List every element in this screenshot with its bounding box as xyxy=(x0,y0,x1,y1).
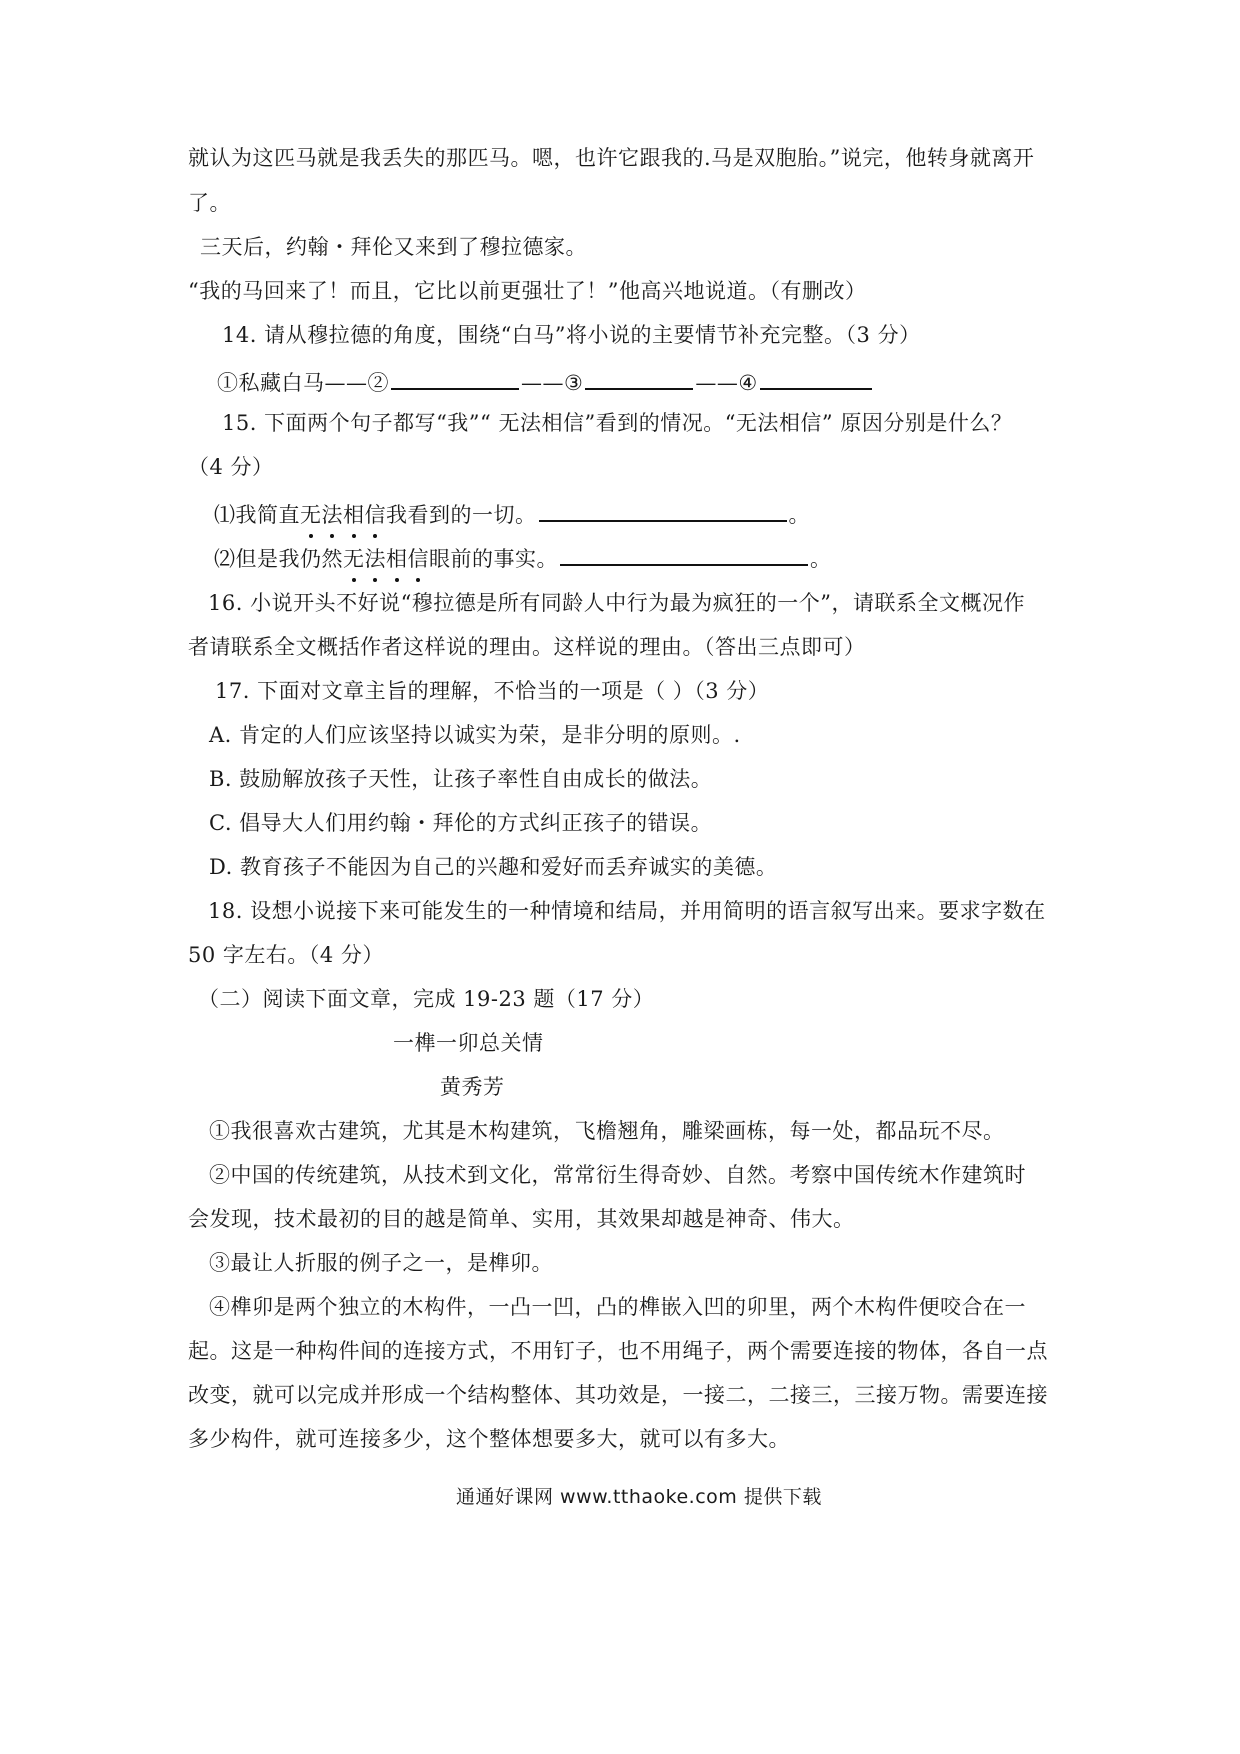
question-17: 17. 下面对文章主旨的理解，不恰当的一项是（ ）（3 分） xyxy=(215,679,770,703)
dotted-emphasis: 无法相信 xyxy=(300,503,386,527)
question-16-cont: 者请联系全文概括作者这样说的理由。这样说的理由。（答出三点即可） xyxy=(188,635,866,659)
option-c: C. 倡导大人们用约翰・拜伦的方式纠正孩子的错误。 xyxy=(209,811,713,835)
sentence-text: 我看到的一切。 xyxy=(386,503,537,527)
paragraph-4-cont: 起。这是一种构件间的连接方式，不用钉子，也不用绳子，两个需要连接的物体，各自一点 xyxy=(188,1339,1048,1363)
sentence-text: ⑵但是我仍然 xyxy=(214,547,343,571)
paragraph-2-cont: 会发现，技术最初的目的越是简单、实用，其效果却越是神奇、伟大。 xyxy=(188,1207,855,1231)
paragraph-4-cont: 多少构件，就可连接多少，这个整体想要多大，就可以有多大。 xyxy=(188,1427,790,1451)
paragraph-3: ③最让人折服的例子之一，是榫卯。 xyxy=(209,1251,553,1275)
section-heading: （二）阅读下面文章，完成 19-23 题（17 分） xyxy=(198,987,655,1011)
article-title: 一榫一卯总关情 xyxy=(393,1031,544,1055)
answer-blank[interactable] xyxy=(760,364,872,390)
paragraph-1: ①我很喜欢古建筑，尤其是木构建筑，飞檐翘角，雕梁画栋，每一处，都品玩不尽。 xyxy=(209,1119,1005,1143)
paragraph-4-cont: 改变，就可以完成并形成一个结构整体、其功效是，一接二，二接三，三接万物。需要连接 xyxy=(188,1383,1048,1407)
text-line: 三天后，约翰・拜伦又来到了穆拉德家。 xyxy=(200,235,587,259)
question-15-sentence-2 xyxy=(214,540,832,574)
option-b: B. 鼓励解放孩子天性，让孩子率性自由成长的做法。 xyxy=(209,767,713,791)
paragraph-4: ④榫卯是两个独立的木构件，一凸一凹，凸的榫嵌入凹的卯里，两个木构件便咬合在一 xyxy=(209,1295,1026,1319)
question-18-cont: 50 字左右。（4 分） xyxy=(188,943,384,967)
answer-blank[interactable] xyxy=(585,364,693,390)
text-line: 就认为这匹马就是我丢失的那匹马。嗯，也许它跟我的.马是双胞胎。”说完，他转身就离开 xyxy=(188,146,1035,170)
answer-blank[interactable] xyxy=(539,496,787,522)
footer-source: 通通好课网 www.tthaoke.com 提供下载 xyxy=(456,1486,822,1508)
plot-step-1: ①私藏白马——② xyxy=(217,371,389,395)
plot-step-separator: ——④ xyxy=(695,371,758,395)
question-16: 16. 小说开头不好说“穆拉德是所有同龄人中行为最为疯狂的一个”，请联系全文概况作 xyxy=(208,591,1026,615)
question-15-sentence-1 xyxy=(214,496,810,530)
sentence-end: 。 xyxy=(810,547,832,571)
question-14-plot-chain xyxy=(217,364,874,398)
question-14: 14. 请从穆拉德的角度，围绕“白马”将小说的主要情节补充完整。（3 分） xyxy=(222,323,921,347)
question-15: 15. 下面两个句子都写“我”“ 无法相信”看到的情况。“无法相信” 原因分别是什么？ xyxy=(222,411,1013,435)
sentence-end: 。 xyxy=(788,503,810,527)
text-line: 了。 xyxy=(188,191,231,215)
answer-blank[interactable] xyxy=(391,364,519,390)
question-18: 18. 设想小说接下来可能发生的一种情境和结局，并用简明的语言叙写出来。要求字数在 xyxy=(208,899,1046,923)
question-15-score: （4 分） xyxy=(188,455,274,479)
answer-blank[interactable] xyxy=(560,540,808,566)
article-author: 黄秀芳 xyxy=(440,1075,505,1099)
option-d: D. 教育孩子不能因为自己的兴趣和爱好而丢弃诚实的美德。 xyxy=(209,855,778,879)
dotted-emphasis: 无法相信 xyxy=(343,547,429,571)
option-a: A. 肯定的人们应该坚持以诚实为荣，是非分明的原则。. xyxy=(209,723,741,747)
plot-step-separator: ——③ xyxy=(521,371,584,395)
sentence-text: ⑴我简直 xyxy=(214,503,300,527)
paragraph-2: ②中国的传统建筑，从技术到文化，常常衍生得奇妙、自然。考察中国传统木作建筑时 xyxy=(209,1163,1026,1187)
text-line: “我的马回来了！而且，它比以前更强壮了！”他高兴地说道。（有删改） xyxy=(188,279,867,303)
sentence-text: 眼前的事实。 xyxy=(429,547,558,571)
